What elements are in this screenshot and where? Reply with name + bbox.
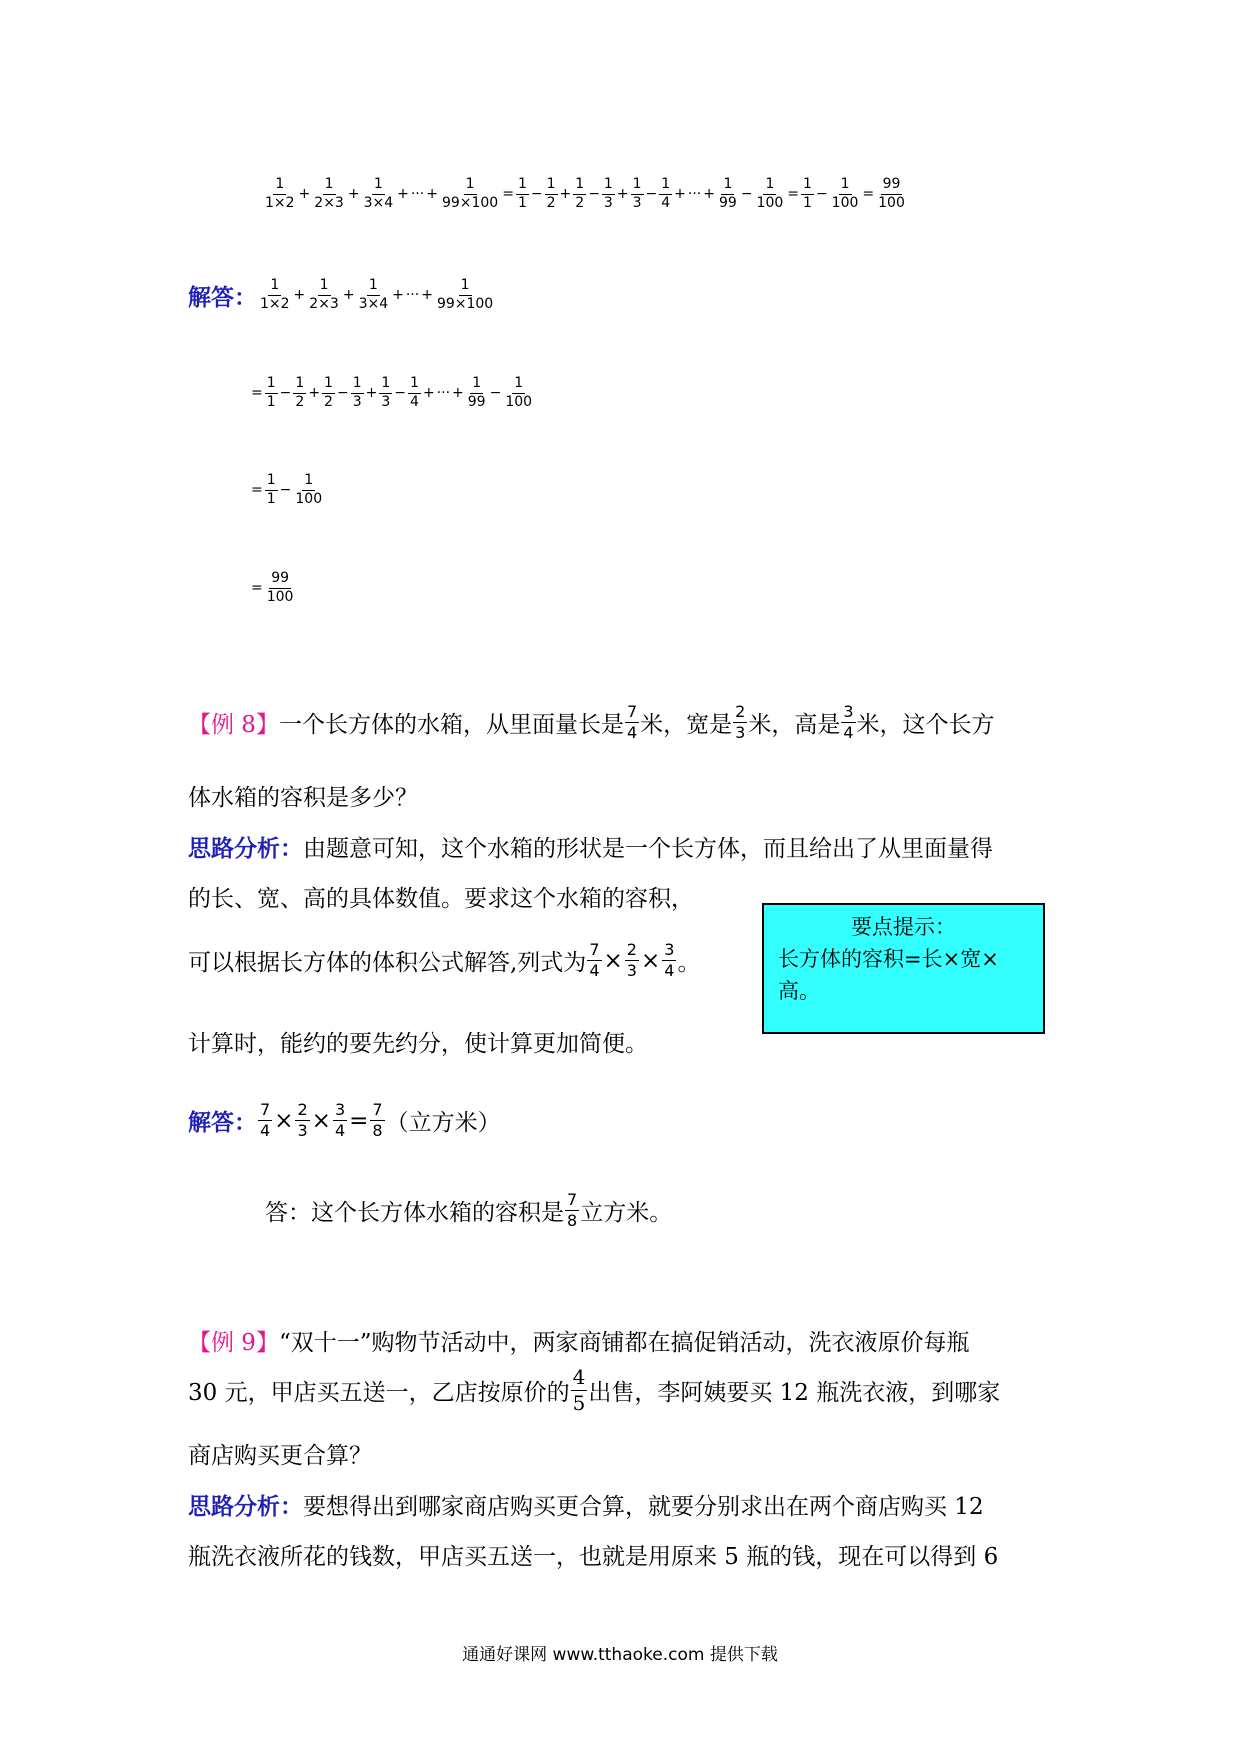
fraction: $\frac{1}{2}$ (575, 176, 585, 211)
fraction: $\frac{7}{8}$ (567, 1190, 578, 1230)
fraction: $\frac{1}{3\times 4}$ (358, 277, 389, 312)
top-formula: $\frac{1}{1\times 2}$ + $\frac{1}{2\times 3}$ + $\frac{1}{3\times 4}$ + ··· + $\frac{1}{99\times 100}$ = $\frac{1}{1}$ − $\frac{1}{2}$ + $\frac{1}{2}$ − $\frac{1}{3}$ + $\frac{1}{3}$ − $\frac{1}{4}$ + ··· + $\frac{1}{99}$ − $\frac{1}{100}$ = $\frac{1}{1}$ − $\frac{1}{100}$ = $\frac{99}{100}$ (265, 176, 905, 211)
fraction: $\frac{2}{3}$ (626, 940, 637, 980)
fraction: $\frac{1}{100}$ (831, 176, 859, 211)
fraction: $\frac{1}{2\times 3}$ (309, 277, 339, 312)
analysis-label: 思路分析： (188, 835, 303, 862)
fraction: $\frac{3}{4}$ (334, 1100, 346, 1140)
fraction: $\frac{1}{99}$ (467, 375, 486, 410)
ex8-analysis-line1: 思路分析： 由题意可知，这个水箱的形状是一个长方体，而且给出了从里面量得 (188, 830, 993, 863)
fraction: $\frac{7}{4}$ (589, 940, 600, 980)
ex8-answer-line: 解答： $\frac{7}{4}$ × $\frac{2}{3}$ × $\frac{3}{4}$ = $\frac{7}{8}$ （立方米） (188, 1100, 501, 1140)
ex8-analysis-line2: 的长、宽、高的具体数值。要求这个水箱的容积， (188, 886, 694, 912)
answer7-line3: = $\frac{1}{1}$ − $\frac{1}{100}$ (251, 472, 323, 507)
ex9-question-line3: 商店购买更合算？ (188, 1443, 372, 1469)
fraction: $\frac{1}{2}$ (295, 375, 305, 410)
fraction: $\frac{1}{1\times 2}$ (260, 277, 290, 312)
fraction: $\frac{99}{100}$ (878, 176, 905, 211)
fraction: $\frac{1}{1}$ (266, 375, 276, 410)
example-tag: 【例 9】 (188, 1330, 279, 1356)
fraction: $\frac{1}{3}$ (352, 375, 362, 410)
fraction: $\frac{1}{2}$ (324, 375, 333, 410)
fraction: $\frac{1}{99\times 100}$ (441, 176, 499, 211)
fraction: $\frac{1}{4}$ (410, 375, 419, 410)
footer: 通通好课网 www.tthaoke.com 提供下载 (462, 1645, 778, 1665)
fraction: $\frac{3}{4}$ (664, 940, 675, 980)
fraction: $\frac{1}{3}$ (632, 176, 642, 211)
fraction: $\frac{1}{2\times 3}$ (314, 176, 344, 211)
answer7-line4: = $\frac{99}{100}$ (251, 570, 294, 605)
fraction: $\frac{1}{3}$ (603, 176, 613, 211)
answer-label: 解答： (188, 283, 257, 311)
fraction: $\frac{99}{100}$ (266, 570, 294, 605)
fraction: $\frac{1}{1}$ (803, 176, 812, 211)
ex9-question-line1: 【例 9】 “双十一”购物节活动中，两家商铺都在搞促销活动，洗衣液原价每瓶 (188, 1324, 969, 1357)
fraction: $\frac{1}{99\times 100}$ (436, 277, 494, 312)
example-tag: 【例 8】 (188, 712, 279, 738)
fraction: $\frac{1}{99}$ (718, 176, 737, 211)
tip-box (762, 903, 1045, 1034)
ex9-analysis-line1: 思路分析： 要想得出到哪家商店购买更合算，就要分别求出在两个商店购买 12 (188, 1488, 984, 1521)
ex8-final-answer: 答：这个长方体水箱的容积是 $\frac{7}{8}$ 立方米。 (265, 1190, 673, 1230)
ex9-analysis-line2: 瓶洗衣液所花的钱数，甲店买五送一，也就是用原来 5 瓶的钱，现在可以得到 6 (188, 1544, 999, 1570)
fraction: $\frac{1}{100}$ (505, 375, 533, 410)
answer7-line1: 解答： $\frac{1}{1\times 2}$ + $\frac{1}{2\times 3}$ + $\frac{1}{3\times 4}$ + ··· + $\frac{1}{99\times 100}$ (188, 277, 494, 312)
ex8-question-line2: 体水箱的容积是多少？ (188, 785, 418, 811)
fraction: $\frac{1}{1}$ (266, 472, 276, 507)
fraction: $\frac{7}{8}$ (372, 1100, 383, 1140)
fraction: $\frac{1}{100}$ (295, 472, 323, 507)
fraction: $\frac{7}{4}$ (626, 702, 638, 742)
ex8-analysis-line3: 可以根据长方体的体积公式解答,列式为 $\frac{7}{4}$ × $\frac{2}{3}$ × $\frac{3}{4}$ 。 (188, 940, 701, 980)
fraction: $\frac{1}{4}$ (661, 176, 671, 211)
answer7-line2: = $\frac{1}{1}$ − $\frac{1}{2}$ + $\frac{1}{2}$ − $\frac{1}{3}$ + $\frac{1}{3}$ − $\frac{1}{4}$ + ··· + $\frac{1}{99}$ − $\frac{1}{100}$ (251, 375, 533, 410)
fraction: $\frac{1}{1\times 2}$ (265, 176, 295, 211)
fraction: $\frac{4}{5}$ (572, 1365, 586, 1415)
ex8-question-line1: 【例 8】 一个长方体的水箱，从里面量长是 $\frac{7}{4}$ 米，宽是 $\frac{2}{3}$ 米，高是 $\frac{3}{4}$ 米，这个长方 (188, 702, 995, 742)
fraction: $\frac{1}{3}$ (381, 375, 391, 410)
tip-title: 要点提示： (851, 915, 956, 939)
tip-body: 长方体的容积=长×宽×高。 (778, 947, 999, 1003)
analysis-label: 思路分析： (188, 1493, 303, 1520)
ex9-question-line2: 30 元，甲店买五送一，乙店按原价的 $\frac{4}{5}$ 出售，李阿姨要买 12 瓶洗衣液，到哪家 (188, 1365, 1001, 1415)
fraction: $\frac{1}{2}$ (546, 176, 556, 211)
fraction: $\frac{1}{1}$ (517, 176, 527, 211)
ex8-analysis-line4: 计算时，能约的要先约分，使计算更加简便。 (188, 1031, 648, 1057)
fraction: $\frac{7}{4}$ (260, 1100, 271, 1140)
answer-label: 解答： (188, 1109, 257, 1136)
fraction: $\frac{2}{3}$ (735, 702, 746, 742)
fraction: $\frac{3}{4}$ (843, 702, 854, 742)
fraction: $\frac{2}{3}$ (297, 1100, 308, 1140)
fraction: $\frac{1}{3\times 4}$ (363, 176, 394, 211)
fraction: $\frac{1}{100}$ (756, 176, 784, 211)
